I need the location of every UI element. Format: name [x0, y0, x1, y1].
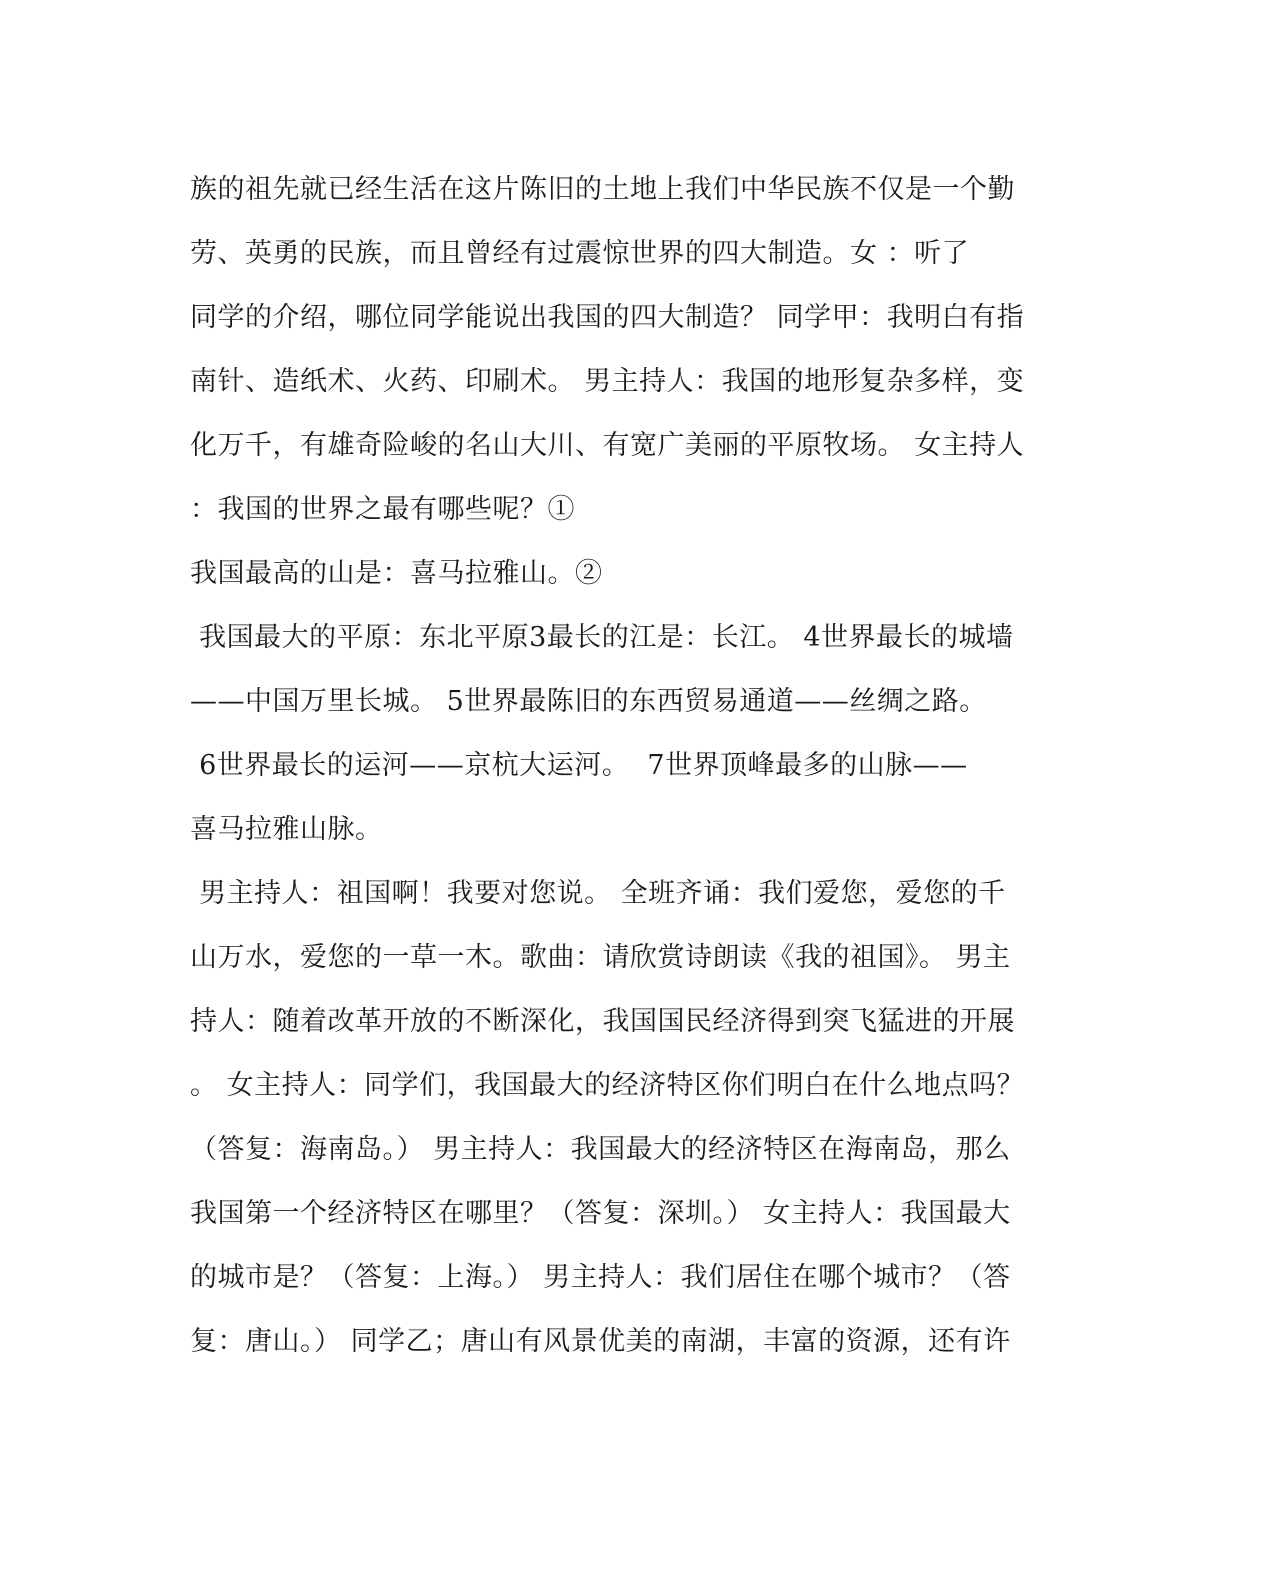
text-line-4: 南针、造纸术、火药、印刷术。 男主持人：我国的地形复杂多样，变: [190, 366, 1025, 397]
text-line-10: 6世界最长的运河——京杭大运河。 7世界顶峰最多的山脉——: [190, 750, 968, 781]
text-line-5: 化万千，有雄奇险峻的名山大川、有宽广美丽的平原牧场。 女主持人: [190, 430, 1025, 461]
text-line-14: 持人：随着改革开放的不断深化，我国国民经济得到突飞猛进的开展: [190, 1006, 1015, 1037]
text-line-17: 我国第一个经济特区在哪里？（答复：深圳。） 女主持人：我国最大: [190, 1198, 1011, 1229]
text-line-19: 复：唐山。） 同学乙；唐山有风景优美的南湖，丰富的资源，还有许: [190, 1326, 1011, 1357]
text-line-2: 劳、英勇的民族，而且曾经有过震惊世界的四大制造。女 ：听了: [190, 238, 970, 269]
text-line-15: 。 女主持人：同学们，我国最大的经济特区你们明白在什么地点吗？: [190, 1070, 1025, 1101]
text-line-12: 男主持人：祖国啊！我要对您说。 全班齐诵：我们爱您，爱您的千: [190, 878, 1006, 909]
text-line-16: （答复：海南岛。） 男主持人：我国最大的经济特区在海南岛，那么: [190, 1134, 1011, 1165]
text-line-18: 的城市是？（答复：上海。） 男主持人：我们居住在哪个城市？（答: [190, 1262, 1011, 1293]
text-line-6: ：我国的世界之最有哪些呢？①: [190, 494, 575, 525]
text-line-13: 山万水，爱您的一草一木。歌曲：请欣赏诗朗读《我的祖国》。 男主: [190, 942, 1011, 973]
text-line-7: 我国最高的山是：喜马拉雅山。②: [190, 558, 603, 589]
text-line-8: 我国最大的平原：东北平原3最长的江是：长江。 4世界最长的城墙: [190, 622, 1014, 653]
text-line-11: 喜马拉雅山脉。: [190, 814, 383, 845]
text-line-9: ——中国万里长城。 5世界最陈旧的东西贸易通道——丝绸之路。: [190, 686, 987, 717]
text-line-1: 族的祖先就已经生活在这片陈旧的土地上我们中华民族不仅是一个勤: [190, 174, 1015, 205]
text-line-3: 同学的介绍，哪位同学能说出我国的四大制造？ 同学甲：我明白有指: [190, 302, 1025, 333]
